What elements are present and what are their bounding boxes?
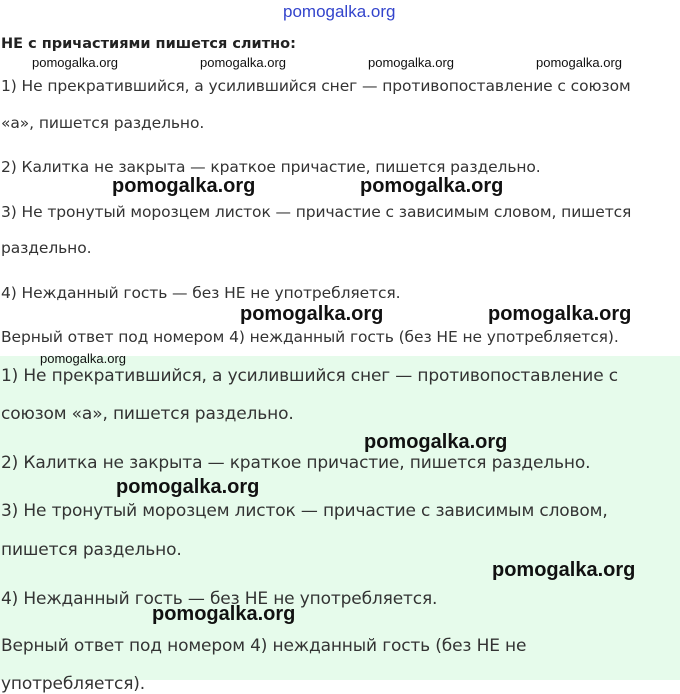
watermark: pomogalka.org	[488, 303, 632, 325]
final-answer-line: Верный ответ под номером 4) нежданный гость (без НЕ не	[1, 636, 527, 656]
answer-line: раздельно.	[1, 239, 92, 257]
watermark: pomogalka.org	[40, 351, 126, 366]
watermark: pomogalka.org	[112, 175, 256, 197]
answer-line: 4) Нежданный гость — без НЕ не употребляется.	[1, 589, 438, 609]
watermark: pomogalka.org	[368, 55, 454, 70]
answer-line: 2) Калитка не закрыта — краткое причастие, пишется раздельно.	[1, 453, 591, 473]
final-answer-line: употребляется).	[1, 674, 146, 694]
answer-line: 2) Калитка не закрыта — краткое причастие, пишется раздельно.	[1, 158, 541, 176]
watermark: pomogalka.org	[364, 431, 508, 453]
answer-heading: НЕ с причастиями пишется слитно:	[1, 36, 296, 52]
watermark: pomogalka.org	[200, 55, 286, 70]
answer-line: 4) Нежданный гость — без НЕ не употребляется.	[1, 284, 401, 302]
answer-line: 1) Не прекратившийся, а усилившийся снег — противопоставление с союзом	[1, 77, 631, 95]
answer-line: 3) Не тронутый морозцем листок — причастие с зависимым словом,	[1, 501, 608, 521]
final-answer-line: Верный ответ под номером 4) нежданный гость (без НЕ не употребляется).	[1, 328, 619, 346]
site-logo[interactable]: pomogalka.org	[283, 2, 396, 21]
answer-line: пишется раздельно.	[1, 540, 182, 560]
watermark: pomogalka.org	[360, 175, 504, 197]
answer-line: «а», пишется раздельно.	[1, 114, 205, 132]
watermark: pomogalka.org	[32, 55, 118, 70]
watermark: pomogalka.org	[240, 303, 384, 325]
answer-line: союзом «а», пишется раздельно.	[1, 404, 294, 424]
watermark: pomogalka.org	[492, 559, 636, 581]
answer-line: 3) Не тронутый морозцем листок — причастие с зависимым словом, пишется	[1, 203, 632, 221]
answer-line: 1) Не прекратившийся, а усилившийся снег — противопоставление с	[1, 366, 618, 386]
watermark: pomogalka.org	[116, 476, 260, 498]
watermark: pomogalka.org	[536, 55, 622, 70]
watermark: pomogalka.org	[152, 603, 296, 625]
